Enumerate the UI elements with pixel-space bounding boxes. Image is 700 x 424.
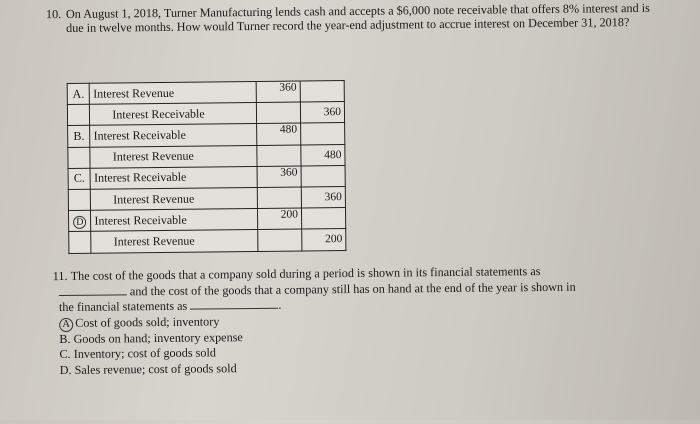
credit-amount-empty bbox=[301, 208, 345, 230]
debit-amount: 200 bbox=[257, 208, 301, 230]
question-10 bbox=[45, 0, 650, 35]
table-row bbox=[69, 229, 346, 253]
debit-amount: 360 bbox=[256, 81, 300, 103]
question-10-number: 10. bbox=[45, 7, 62, 22]
table-row bbox=[67, 81, 344, 105]
debit-account: Interest Receivable bbox=[90, 124, 257, 147]
credit-amount-empty bbox=[300, 81, 344, 103]
table-row bbox=[68, 165, 345, 189]
debit-amount: 360 bbox=[257, 166, 301, 188]
option-letter: D. bbox=[59, 362, 72, 377]
option-text: Sales revenue; cost of goods sold bbox=[74, 360, 237, 377]
credit-account: Interest Revenue bbox=[90, 145, 257, 168]
answer-blank-2[interactable] bbox=[190, 308, 278, 310]
question-11-number: 11. bbox=[52, 268, 68, 284]
debit-amount-empty bbox=[258, 229, 302, 251]
option-letter: B. bbox=[59, 331, 71, 346]
option-text: Inventory; cost of goods sold bbox=[73, 345, 216, 361]
table-row bbox=[68, 144, 345, 168]
table-row bbox=[68, 208, 345, 232]
credit-account: Interest Revenue bbox=[91, 230, 258, 253]
table-row bbox=[67, 102, 344, 126]
question-11 bbox=[53, 263, 684, 379]
debit-account: Interest Receivable bbox=[91, 209, 258, 232]
debit-amount-empty bbox=[256, 102, 300, 124]
question-10-text: On August 1, 2018, Turner Manufacturing lends cash and accepts a $6,000 note receivable that offers 8% interest and is due in twelve months. How would Turner record the year-end adjustment to accrue interest on December 31, 2018? bbox=[65, 0, 650, 35]
option-letter[interactable]: C. bbox=[68, 168, 91, 189]
option-letter[interactable]: B. bbox=[68, 126, 91, 147]
credit-account: Interest Revenue bbox=[91, 187, 258, 210]
credit-account: Interest Receivable bbox=[90, 103, 257, 126]
option-letter[interactable]: A. bbox=[67, 83, 90, 104]
option-text: Goods on hand; inventory expense bbox=[73, 329, 243, 346]
credit-amount: 360 bbox=[301, 186, 345, 208]
question-11-line-2-text: and the cost of the goods that a company still has on hand at the end of the year is shown in bbox=[129, 279, 576, 298]
credit-amount: 200 bbox=[302, 229, 346, 251]
option-letter: C. bbox=[59, 346, 71, 362]
question-11-line-3-text: the financial statements as bbox=[58, 298, 188, 315]
debit-amount-empty bbox=[257, 187, 301, 209]
debit-amount-empty bbox=[257, 145, 301, 167]
credit-amount-empty bbox=[300, 123, 344, 145]
table-row bbox=[68, 123, 345, 147]
option-letter-spacer bbox=[68, 147, 91, 168]
table-row bbox=[68, 186, 345, 210]
question-11-line-1-text: The cost of the goods that a company sold during a period is shown in its financial statements as bbox=[70, 264, 541, 283]
question-11-line-3-end: . bbox=[278, 297, 282, 312]
answer-blank-1[interactable] bbox=[59, 294, 127, 296]
option-letter-selected[interactable] bbox=[68, 210, 91, 231]
journal-entry-table bbox=[67, 80, 347, 253]
option-letter-spacer bbox=[67, 104, 90, 125]
circled-answer-mark: D bbox=[73, 215, 86, 228]
credit-amount: 360 bbox=[300, 102, 344, 124]
option-text: Cost of goods sold; inventory bbox=[75, 313, 220, 330]
debit-account: Interest Receivable bbox=[90, 166, 257, 189]
option-letter-spacer bbox=[68, 189, 91, 210]
circled-answer-mark: A bbox=[59, 317, 73, 331]
option-letter-spacer bbox=[69, 232, 92, 253]
credit-amount-empty bbox=[301, 165, 345, 187]
debit-amount: 480 bbox=[256, 123, 300, 145]
question-11-options bbox=[59, 309, 684, 378]
credit-amount: 480 bbox=[301, 144, 345, 166]
debit-account: Interest Revenue bbox=[90, 81, 257, 104]
